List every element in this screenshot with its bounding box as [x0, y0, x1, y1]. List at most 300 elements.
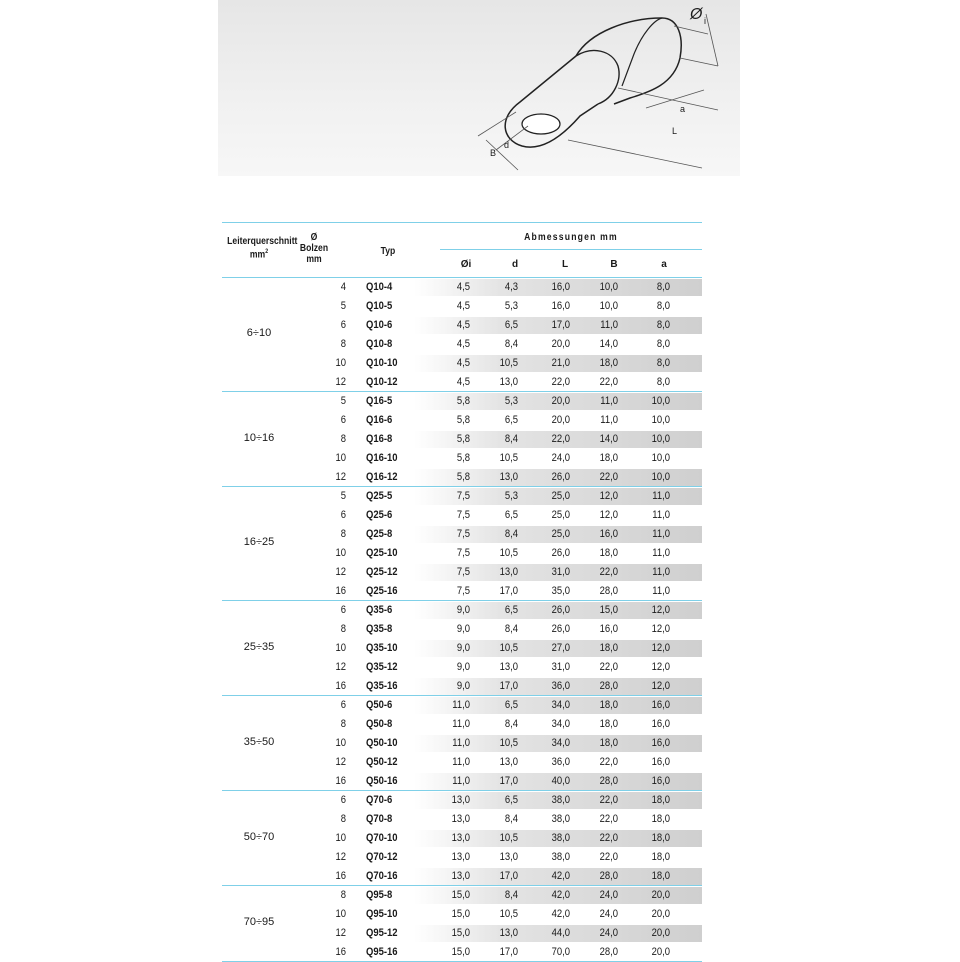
cell-L: 31,0	[551, 661, 570, 673]
cell-a: 12,0	[651, 661, 670, 673]
header-bolzen: Ø Bolzen mm	[299, 232, 329, 265]
cell-B: 24,0	[599, 908, 618, 920]
cell-L: 16,0	[551, 300, 570, 312]
cell-L: 20,0	[551, 414, 570, 426]
cell-a: 8,0	[656, 281, 670, 293]
cell-a: 10,0	[651, 395, 670, 407]
cell-typ: Q35-6	[366, 604, 393, 616]
cell-B: 22,0	[599, 756, 618, 768]
cell-typ: Q10-5	[366, 300, 393, 312]
cell-bolzen: 12	[335, 927, 346, 939]
cell-oi: 15,0	[451, 889, 470, 901]
cell-a: 10,0	[651, 414, 670, 426]
cell-oi: 7,5	[456, 566, 470, 578]
cell-bolzen: 10	[335, 547, 346, 559]
cell-d: 10,5	[499, 642, 518, 654]
cell-a: 16,0	[651, 756, 670, 768]
cell-bolzen: 12	[335, 376, 346, 388]
cell-a: 12,0	[651, 623, 670, 635]
cell-B: 14,0	[599, 433, 618, 445]
cell-d: 6,5	[504, 509, 518, 521]
cell-L: 17,0	[551, 319, 570, 331]
cell-d: 13,0	[499, 927, 518, 939]
table-row	[296, 696, 702, 715]
cell-d: 6,5	[504, 604, 518, 616]
cell-B: 22,0	[599, 794, 618, 806]
cell-typ: Q70-6	[366, 794, 393, 806]
cell-oi: 11,0	[452, 775, 470, 787]
cell-L: 21,0	[551, 357, 570, 369]
cell-typ: Q70-16	[366, 870, 398, 882]
cell-typ: Q25-10	[366, 547, 398, 559]
cell-d: 6,5	[504, 794, 518, 806]
table-row	[296, 867, 702, 886]
cell-oi: 7,5	[456, 490, 470, 502]
cell-typ: Q25-5	[366, 490, 393, 502]
cell-a: 16,0	[651, 699, 670, 711]
cell-oi: 5,8	[456, 433, 470, 445]
cell-L: 38,0	[551, 851, 570, 863]
cell-L: 26,0	[551, 623, 570, 635]
cell-L: 40,0	[551, 775, 570, 787]
label-d: d	[504, 140, 510, 150]
cell-oi: 9,0	[456, 661, 470, 673]
cell-a: 18,0	[651, 832, 670, 844]
cell-bolzen: 8	[340, 813, 346, 825]
table-row	[296, 468, 702, 487]
cell-typ: Q25-12	[366, 566, 398, 578]
cell-a: 11,0	[652, 509, 670, 521]
header-leiterquerschnitt: Leiterquerschnitt $mm^2$	[227, 236, 298, 261]
cell-bolzen: 12	[335, 851, 346, 863]
cell-d: 17,0	[499, 870, 518, 882]
header-dim-B: B	[610, 259, 618, 270]
cell-oi: 4,5	[456, 357, 470, 369]
cell-a: 8,0	[656, 357, 670, 369]
cell-d: 13,0	[499, 376, 518, 388]
cell-oi: 4,5	[456, 281, 470, 293]
cell-bolzen: 8	[340, 718, 346, 730]
cell-typ: Q95-10	[366, 908, 398, 920]
cell-a: 8,0	[656, 319, 670, 331]
cell-bolzen: 5	[340, 395, 346, 407]
cell-bolzen: 10	[335, 452, 346, 464]
cell-L: 42,0	[551, 870, 570, 882]
cell-L: 38,0	[551, 794, 570, 806]
label-L: L	[672, 126, 678, 136]
cell-L: 34,0	[551, 718, 570, 730]
table-row	[296, 848, 702, 867]
cell-bolzen: 8	[340, 528, 346, 540]
cell-d: 8,4	[504, 889, 518, 901]
group-label: 70÷95	[243, 916, 275, 928]
table-row	[296, 297, 702, 316]
cell-B: 16,0	[599, 623, 618, 635]
table-row	[296, 582, 702, 601]
group-label: 10÷16	[243, 431, 275, 444]
cell-typ: Q35-12	[366, 661, 398, 673]
cell-a: 10,0	[651, 452, 670, 464]
table-row	[296, 506, 702, 525]
cell-oi: 11,0	[452, 756, 470, 768]
table-row	[296, 411, 702, 430]
cell-oi: 4,5	[456, 319, 470, 331]
cell-bolzen: 5	[340, 490, 346, 502]
table-row	[296, 525, 702, 544]
cell-bolzen: 8	[340, 338, 346, 350]
group-label: 6÷10	[246, 327, 272, 339]
cell-d: 10,5	[499, 547, 518, 559]
cell-a: 8,0	[656, 338, 670, 350]
table-top-rule	[222, 222, 702, 223]
cell-oi: 4,5	[456, 376, 470, 388]
cell-a: 18,0	[651, 813, 670, 825]
cell-B: 22,0	[599, 851, 618, 863]
cell-oi: 11,0	[452, 718, 470, 730]
table-row	[296, 677, 702, 696]
cell-L: 25,0	[551, 490, 570, 502]
cell-a: 10,0	[651, 471, 670, 483]
cell-B: 15,0	[599, 604, 618, 616]
spec-table	[222, 222, 702, 958]
cell-bolzen: 10	[335, 737, 346, 749]
cell-B: 22,0	[599, 566, 618, 578]
cell-bolzen: 6	[340, 509, 346, 521]
cell-oi: 5,8	[456, 452, 470, 464]
cell-B: 11,0	[600, 414, 618, 426]
cell-typ: Q95-12	[366, 927, 398, 939]
cell-oi: 7,5	[456, 528, 470, 540]
cell-bolzen: 8	[340, 433, 346, 445]
cell-bolzen: 6	[340, 794, 346, 806]
cell-d: 13,0	[499, 851, 518, 863]
cell-bolzen: 4	[340, 281, 346, 293]
table-row	[296, 335, 702, 354]
cell-oi: 15,0	[451, 927, 470, 939]
cell-d: 8,4	[504, 718, 518, 730]
table-row	[296, 430, 702, 449]
cell-a: 16,0	[651, 775, 670, 787]
cell-L: 42,0	[551, 889, 570, 901]
cell-typ: Q70-8	[366, 813, 393, 825]
table-row	[296, 316, 702, 335]
cell-oi: 9,0	[456, 604, 470, 616]
cell-L: 31,0	[551, 566, 570, 578]
group-label: 25÷35	[243, 640, 275, 653]
cell-bolzen: 16	[335, 775, 346, 787]
cell-B: 22,0	[599, 661, 618, 673]
cell-L: 34,0	[551, 737, 570, 749]
cell-typ: Q16-10	[366, 452, 398, 464]
cell-typ: Q35-10	[366, 642, 398, 654]
table-row	[296, 354, 702, 373]
cell-typ: Q10-4	[366, 281, 393, 293]
cell-oi: 13,0	[451, 851, 470, 863]
cell-typ: Q50-10	[366, 737, 398, 749]
cell-typ: Q10-10	[366, 357, 398, 369]
cell-d: 10,5	[499, 452, 518, 464]
cell-bolzen: 5	[340, 300, 346, 312]
cell-oi: 13,0	[451, 870, 470, 882]
cell-bolzen: 8	[340, 889, 346, 901]
cell-B: 28,0	[599, 870, 618, 882]
cell-bolzen: 16	[335, 680, 346, 692]
table-row	[296, 886, 702, 905]
table-row	[296, 278, 702, 297]
cell-typ: Q50-16	[366, 775, 398, 787]
cell-bolzen: 10	[335, 908, 346, 920]
cell-bolzen: 12	[335, 471, 346, 483]
header-typ: Typ	[380, 246, 396, 257]
cell-d: 10,5	[499, 908, 518, 920]
cell-a: 12,0	[651, 680, 670, 692]
group-label: 16÷25	[243, 536, 275, 548]
cell-bolzen: 8	[340, 623, 346, 635]
cell-L: 25,0	[551, 509, 570, 521]
cell-bolzen: 6	[340, 699, 346, 711]
cell-oi: 9,0	[456, 680, 470, 692]
cell-d: 17,0	[499, 585, 518, 597]
cell-B: 22,0	[599, 813, 618, 825]
cell-typ: Q50-6	[366, 699, 393, 711]
cell-typ: Q25-8	[366, 528, 393, 540]
cell-bolzen: 16	[335, 946, 346, 958]
cell-typ: Q25-16	[366, 585, 398, 597]
cell-B: 18,0	[599, 452, 618, 464]
table-row	[296, 658, 702, 677]
group-label: 35÷50	[243, 735, 275, 748]
table-row	[296, 772, 702, 791]
cell-bolzen: 10	[335, 642, 346, 654]
table-row	[296, 392, 702, 411]
cell-d: 10,5	[499, 357, 518, 369]
table-row	[296, 905, 702, 924]
cell-oi: 13,0	[451, 832, 470, 844]
cell-L: 36,0	[551, 680, 570, 692]
cell-d: 13,0	[499, 471, 518, 483]
cell-bolzen: 10	[335, 357, 346, 369]
table-row	[296, 373, 702, 392]
cell-typ: Q95-8	[366, 889, 393, 901]
cell-a: 20,0	[651, 889, 670, 901]
cell-d: 6,5	[504, 699, 518, 711]
cell-typ: Q16-6	[366, 414, 393, 426]
cell-d: 8,4	[504, 813, 518, 825]
cell-d: 6,5	[504, 414, 518, 426]
cell-d: 8,4	[504, 433, 518, 445]
cell-L: 38,0	[551, 813, 570, 825]
table-row	[296, 563, 702, 582]
cell-B: 12,0	[599, 490, 618, 502]
cell-oi: 15,0	[451, 946, 470, 958]
cell-L: 42,0	[551, 908, 570, 920]
table-row	[296, 639, 702, 658]
label-diameter-sub: i	[704, 16, 706, 26]
header-dim-L: L	[561, 259, 569, 270]
cell-B: 18,0	[599, 737, 618, 749]
cell-typ: Q16-12	[366, 471, 398, 483]
cell-a: 12,0	[651, 604, 670, 616]
cell-a: 20,0	[651, 946, 670, 958]
table-row	[296, 544, 702, 563]
cell-a: 11,0	[652, 490, 670, 502]
cell-bolzen: 10	[335, 832, 346, 844]
cell-bolzen: 16	[335, 585, 346, 597]
cell-L: 34,0	[551, 699, 570, 711]
cable-lug-drawing	[218, 0, 740, 176]
cell-bolzen: 12	[335, 756, 346, 768]
cell-a: 16,0	[651, 718, 670, 730]
cell-oi: 9,0	[456, 642, 470, 654]
cell-d: 13,0	[499, 566, 518, 578]
cell-oi: 15,0	[451, 908, 470, 920]
cell-L: 26,0	[551, 471, 570, 483]
cell-oi: 5,8	[456, 414, 470, 426]
cell-oi: 13,0	[451, 794, 470, 806]
cell-B: 22,0	[599, 832, 618, 844]
cell-L: 25,0	[551, 528, 570, 540]
cell-L: 44,0	[551, 927, 570, 939]
label-a: a	[680, 104, 686, 114]
cell-oi: 11,0	[452, 737, 470, 749]
table-row	[296, 791, 702, 810]
cell-B: 11,0	[600, 395, 618, 407]
label-B: B	[490, 148, 497, 158]
cell-L: 27,0	[551, 642, 570, 654]
cell-oi: 7,5	[456, 509, 470, 521]
cell-d: 13,0	[499, 661, 518, 673]
cell-typ: Q95-16	[366, 946, 398, 958]
header-dim-d: d	[511, 259, 519, 270]
cell-oi: 4,5	[456, 300, 470, 312]
cell-B: 22,0	[599, 376, 618, 388]
cell-d: 13,0	[499, 756, 518, 768]
cell-oi: 13,0	[451, 813, 470, 825]
cell-L: 22,0	[551, 376, 570, 388]
abmessungen-rule	[440, 249, 702, 250]
cell-a: 11,0	[652, 547, 670, 559]
cell-B: 24,0	[599, 889, 618, 901]
label-diameter: Ø	[690, 6, 703, 23]
cell-a: 20,0	[651, 927, 670, 939]
cell-oi: 5,8	[456, 471, 470, 483]
cell-oi: 9,0	[456, 623, 470, 635]
cell-d: 17,0	[499, 946, 518, 958]
header-abmessungen: Abmessungen mm	[524, 232, 618, 243]
cell-typ: Q35-8	[366, 623, 393, 635]
table-row	[296, 620, 702, 639]
cell-L: 16,0	[551, 281, 570, 293]
cell-a: 12,0	[651, 642, 670, 654]
cell-B: 18,0	[599, 547, 618, 559]
cell-B: 14,0	[599, 338, 618, 350]
table-row	[296, 924, 702, 943]
cell-typ: Q25-6	[366, 509, 393, 521]
cell-B: 28,0	[599, 946, 618, 958]
cell-a: 11,0	[652, 566, 670, 578]
cell-L: 26,0	[551, 547, 570, 559]
cell-B: 28,0	[599, 680, 618, 692]
cell-B: 16,0	[599, 528, 618, 540]
cell-a: 8,0	[656, 376, 670, 388]
cell-oi: 11,0	[452, 699, 470, 711]
cell-oi: 7,5	[456, 547, 470, 559]
cell-a: 8,0	[656, 300, 670, 312]
cell-typ: Q16-5	[366, 395, 393, 407]
cell-L: 36,0	[551, 756, 570, 768]
cell-oi: 5,8	[456, 395, 470, 407]
cell-d: 5,3	[504, 490, 518, 502]
cell-d: 8,4	[504, 528, 518, 540]
cell-a: 20,0	[651, 908, 670, 920]
group-label: 50÷70	[243, 830, 275, 843]
table-row	[296, 734, 702, 753]
cell-B: 12,0	[599, 509, 618, 521]
table-row	[296, 943, 702, 962]
cell-B: 18,0	[599, 357, 618, 369]
table-row	[296, 829, 702, 848]
cell-B: 18,0	[599, 718, 618, 730]
cell-oi: 4,5	[456, 338, 470, 350]
cell-typ: Q10-8	[366, 338, 393, 350]
cell-d: 5,3	[504, 300, 518, 312]
cell-B: 18,0	[599, 699, 618, 711]
table-row	[296, 715, 702, 734]
cell-typ: Q70-12	[366, 851, 398, 863]
cell-d: 17,0	[499, 680, 518, 692]
cell-B: 28,0	[599, 585, 618, 597]
cell-d: 10,5	[499, 737, 518, 749]
cable-lug-illustration	[218, 0, 740, 176]
cell-d: 17,0	[499, 775, 518, 787]
cell-L: 35,0	[551, 585, 570, 597]
table-row	[296, 810, 702, 829]
cell-typ: Q70-10	[366, 832, 398, 844]
cell-typ: Q10-6	[366, 319, 393, 331]
header-dim-a: a	[661, 259, 667, 270]
cell-d: 8,4	[504, 338, 518, 350]
cell-a: 18,0	[651, 851, 670, 863]
cell-bolzen: 16	[335, 870, 346, 882]
cell-B: 24,0	[599, 927, 618, 939]
table-row	[296, 487, 702, 506]
cell-L: 22,0	[551, 433, 570, 445]
cell-a: 11,0	[652, 585, 670, 597]
cell-L: 26,0	[551, 604, 570, 616]
cell-typ: Q10-12	[366, 376, 398, 388]
cell-d: 10,5	[499, 832, 518, 844]
table-row	[296, 449, 702, 468]
cell-bolzen: 6	[340, 414, 346, 426]
cell-typ: Q16-8	[366, 433, 393, 445]
cell-typ: Q50-12	[366, 756, 398, 768]
cell-B: 10,0	[599, 300, 618, 312]
cell-d: 6,5	[504, 319, 518, 331]
cell-bolzen: 12	[335, 661, 346, 673]
cell-B: 18,0	[599, 642, 618, 654]
cell-d: 8,4	[504, 623, 518, 635]
cell-L: 24,0	[551, 452, 570, 464]
cell-L: 70,0	[551, 946, 570, 958]
cell-bolzen: 12	[335, 566, 346, 578]
cell-B: 22,0	[599, 471, 618, 483]
cell-L: 38,0	[551, 832, 570, 844]
header-dim-oi: Øi	[460, 259, 472, 270]
cell-a: 16,0	[651, 737, 670, 749]
cell-a: 18,0	[651, 870, 670, 882]
cell-B: 10,0	[599, 281, 618, 293]
table-row	[296, 753, 702, 772]
